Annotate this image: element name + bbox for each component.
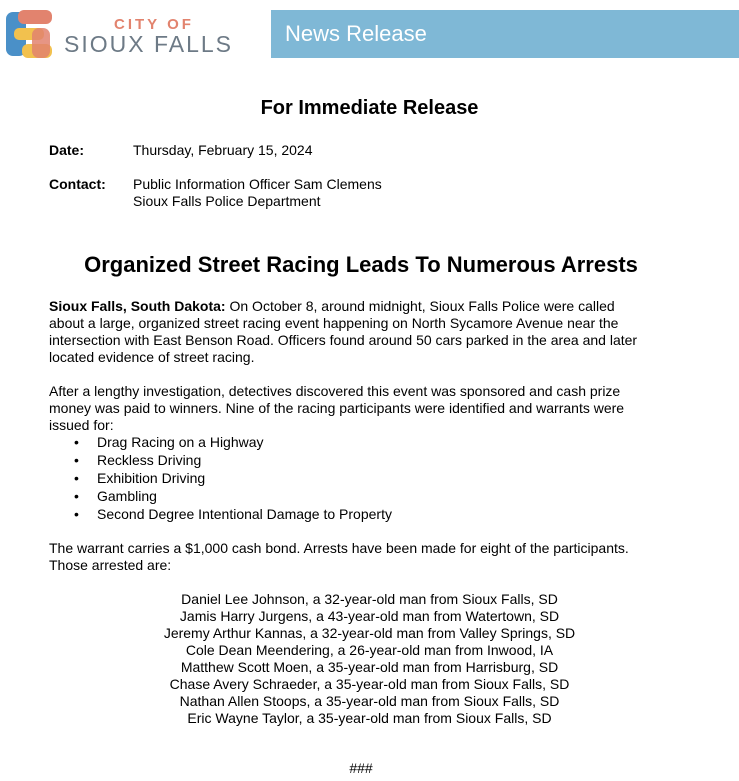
list-item: • Gambling: [49, 488, 689, 506]
release-label: For Immediate Release: [260, 97, 479, 119]
contact-value: [133, 176, 382, 210]
list-item: Cole Dean Meendering, a 26-year-old man from Inwood, IA: [185, 642, 554, 658]
list-item: Daniel Lee Johnson, a 32-year-old man from Sioux Falls, SD: [181, 591, 558, 607]
date-label: Date:: [49, 142, 85, 158]
list-item: • Second Degree Intentional Damage to Property: [49, 506, 689, 524]
city-logo-icon: [4, 8, 56, 60]
paragraph-line: After a lengthy investigation, detectives discovered this event was sponsored and cash prize: [49, 383, 621, 399]
list-item: • Drag Racing on a Highway: [49, 434, 689, 452]
list-item: Jeremy Arthur Kannas, a 32-year-old man from Valley Springs, SD: [163, 625, 576, 641]
logo-name-text: SIOUX FALLS: [64, 31, 234, 57]
body-paragraph-3: [49, 540, 689, 574]
contact-name: Public Information Officer Sam Clemens: [133, 176, 382, 192]
logo-city-text: CITY OF: [114, 16, 194, 33]
list-item: Nathan Allen Stoops, a 35-year-old man from Sioux Falls, SD: [179, 693, 560, 709]
list-item: Jamis Harry Jurgens, a 43-year-old man from Watertown, SD: [179, 608, 560, 624]
contact-department: Sioux Falls Police Department: [133, 193, 321, 209]
paragraph-line: Those arrested are:: [49, 557, 172, 573]
charges-list: [49, 434, 689, 524]
list-item: Eric Wayne Taylor, a 35-year-old man from Sioux Falls, SD: [187, 710, 552, 726]
news-release-banner: [271, 10, 739, 58]
contact-label: Contact:: [49, 176, 106, 192]
body-paragraph-2: [49, 383, 689, 434]
list-item: • Exhibition Driving: [49, 470, 689, 488]
list-item: Matthew Scott Moen, a 35-year-old man from Harrisburg, SD: [180, 659, 559, 675]
arrested-list: [0, 591, 739, 727]
paragraph-line: intersection with East Benson Road. Officers found around 50 cars parked in the area and later: [49, 332, 638, 348]
paragraph-line: The warrant carries a $1,000 cash bond. Arrests have been made for eight of the participants.: [49, 540, 629, 556]
dateline: Sioux Falls, South Dakota:: [49, 298, 226, 314]
list-item: • Reckless Driving: [49, 452, 689, 470]
date-value: Thursday, February 15, 2024: [133, 142, 313, 158]
paragraph-line: issued for:: [49, 417, 114, 433]
banner-title: News Release: [285, 21, 427, 46]
paragraph-line: about a large, organized street racing event happening on North Sycamore Avenue near the: [49, 315, 619, 331]
list-item: Chase Avery Schraeder, a 35-year-old man from Sioux Falls, SD: [169, 676, 570, 692]
page-header: [0, 0, 739, 64]
end-mark: ###: [349, 760, 373, 776]
paragraph-line: Sioux Falls, South Dakota: On October 8, around midnight, Sioux Falls Police were called: [49, 298, 615, 314]
body-paragraph-1: [49, 298, 689, 366]
article-headline: Organized Street Racing Leads To Numerous Arrests: [84, 252, 638, 277]
paragraph-line: located evidence of street racing.: [49, 349, 255, 365]
paragraph-line: money was paid to winners. Nine of the racing participants were identified and warrants were: [49, 400, 625, 416]
